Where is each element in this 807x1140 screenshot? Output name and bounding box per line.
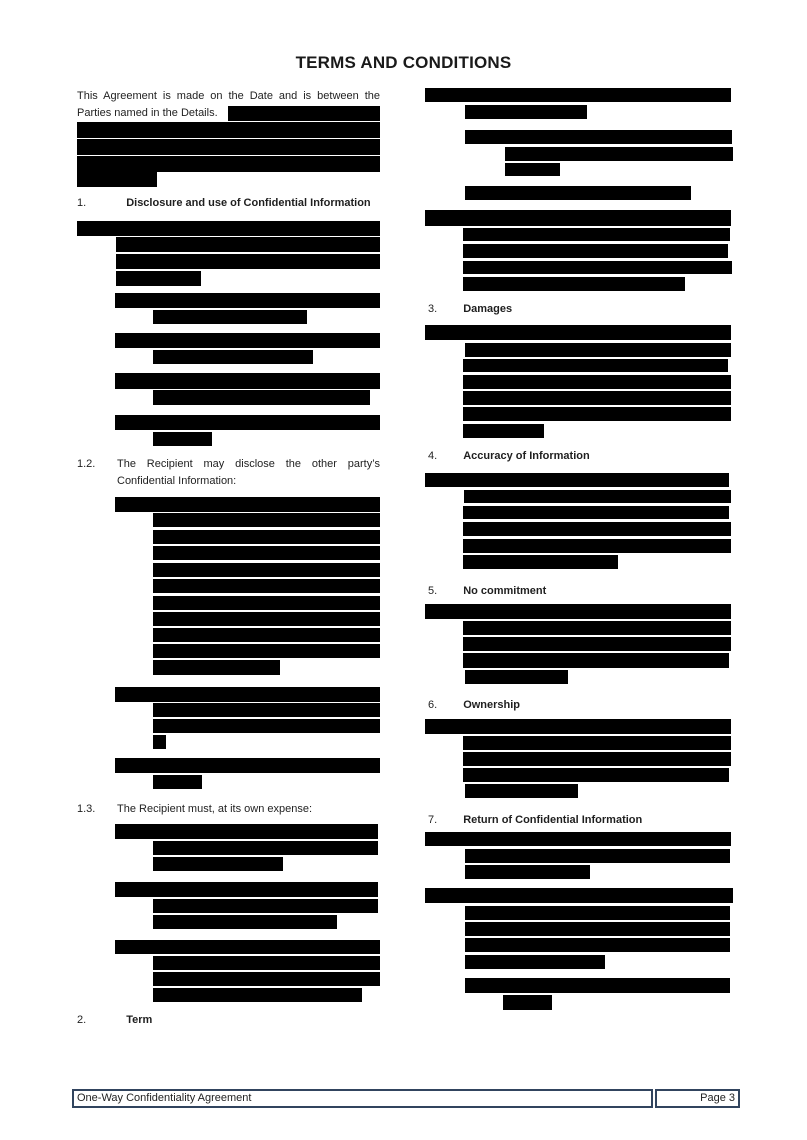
- indent-spacer: [437, 302, 463, 316]
- redaction-bar: [153, 735, 166, 749]
- redaction-bar: [465, 343, 731, 357]
- redaction-bar: [77, 156, 380, 172]
- redaction-bar: [465, 670, 568, 684]
- section-number: 7.: [428, 814, 438, 826]
- redaction-bar: [463, 522, 731, 536]
- redaction-bar: [463, 277, 685, 291]
- footer-document-name: One-Way Confidentiality Agreement: [72, 1089, 653, 1108]
- indent-spacer: [86, 196, 126, 210]
- section-title: Return of Confidential Information: [463, 814, 643, 826]
- redaction-bar: [115, 415, 380, 430]
- redaction-bar: [153, 703, 380, 717]
- redaction-bar: [115, 373, 380, 389]
- redaction-bar: [153, 956, 380, 970]
- redaction-bar: [463, 539, 731, 553]
- redaction-bar: [115, 758, 380, 773]
- redaction-bar: [115, 882, 378, 897]
- section-heading-7: [428, 813, 733, 827]
- clause-number: 1.2.: [77, 458, 96, 470]
- redaction-bar: [464, 490, 731, 503]
- redaction-bar: [153, 988, 362, 1002]
- redaction-bar: [115, 497, 380, 512]
- redaction-bar: [77, 172, 157, 187]
- redaction-bar: [77, 122, 380, 138]
- redaction-bar: [116, 254, 380, 269]
- redaction-bar: [463, 228, 730, 241]
- redaction-bar: [115, 687, 380, 702]
- redaction-bar: [463, 736, 731, 750]
- redaction-bar: [463, 637, 731, 651]
- redaction-bar: [153, 390, 370, 405]
- redaction-bar: [465, 849, 730, 863]
- redaction-bar: [153, 563, 380, 577]
- redaction-bar: [465, 978, 730, 993]
- page-title: TERMS AND CONDITIONS: [295, 53, 512, 72]
- indent-spacer: [437, 698, 463, 712]
- redaction-bar: [505, 147, 733, 161]
- redaction-bar: [153, 612, 380, 626]
- section-number: 2.: [77, 1014, 87, 1026]
- redaction-bar: [153, 972, 380, 986]
- section-number: 5.: [428, 585, 438, 597]
- redaction-bar: [463, 244, 728, 258]
- redaction-bar: [153, 857, 283, 871]
- redaction-bar: [115, 333, 380, 348]
- section-heading-1: [77, 196, 380, 210]
- redaction-bar: [465, 938, 730, 952]
- redaction-bar: [116, 271, 201, 286]
- redaction-bar: [505, 163, 560, 176]
- clause-1-3: [77, 801, 95, 818]
- redaction-bar: [153, 546, 380, 560]
- redaction-bar: [153, 350, 313, 364]
- indent-spacer: [437, 813, 463, 827]
- redaction-bar: [463, 555, 618, 569]
- redaction-bar: [463, 359, 728, 372]
- redaction-bar: [463, 768, 729, 782]
- section-number: 6.: [428, 699, 438, 711]
- redaction-bar: [153, 775, 202, 789]
- redaction-bar: [153, 841, 378, 855]
- redaction-bar: [425, 325, 731, 340]
- redaction-bar: [115, 293, 380, 308]
- clause-1-2: [77, 456, 95, 473]
- section-heading-4: [428, 449, 733, 463]
- redaction-bar: [228, 106, 380, 121]
- redaction-bar: [425, 88, 731, 102]
- section-heading-5: [428, 584, 733, 598]
- section-title: Damages: [463, 303, 513, 315]
- redaction-bar: [465, 784, 578, 798]
- redaction-bar: [153, 899, 378, 913]
- redaction-bar: [465, 922, 730, 936]
- redaction-bar: [503, 995, 552, 1010]
- redaction-bar: [465, 186, 691, 200]
- redaction-bar: [465, 105, 587, 119]
- redaction-bar: [425, 719, 731, 734]
- redaction-bar: [463, 407, 731, 421]
- section-number: 3.: [428, 303, 438, 315]
- section-number: 4.: [428, 450, 438, 462]
- redaction-bar: [153, 719, 380, 733]
- redaction-bar: [153, 915, 337, 929]
- section-number: 1.: [77, 197, 87, 209]
- section-heading-2: [77, 1013, 380, 1027]
- redaction-bar: [425, 210, 731, 226]
- section-heading-6: [428, 698, 733, 712]
- redaction-bar: [463, 653, 729, 668]
- redaction-bar: [153, 628, 380, 642]
- footer-page-number: Page 3: [655, 1089, 740, 1108]
- redaction-bar: [463, 621, 731, 635]
- clause-1-2-line-2: Confidential Information:: [117, 475, 237, 487]
- redaction-bar: [425, 888, 733, 903]
- redaction-bar: [115, 824, 378, 839]
- section-title: Ownership: [463, 699, 521, 711]
- redaction-bar: [153, 310, 307, 324]
- clause-1-3-text: The Recipient must, at its own expense:: [117, 803, 313, 815]
- redaction-bar: [77, 139, 380, 155]
- redaction-bar: [153, 579, 380, 593]
- redaction-bar: [465, 865, 590, 879]
- section-heading-3: [428, 302, 733, 316]
- redaction-bar: [425, 832, 731, 846]
- clause-1-2-text: [117, 456, 380, 490]
- clause-1-2-line-1: The Recipient may disclose the other party’s: [117, 458, 380, 470]
- redaction-bar: [465, 130, 732, 144]
- redaction-bar: [463, 752, 731, 766]
- redaction-bar: [153, 596, 380, 610]
- redaction-bar: [463, 424, 544, 438]
- redaction-bar: [425, 604, 731, 619]
- clause-number: 1.3.: [77, 803, 96, 815]
- redaction-bar: [463, 261, 732, 274]
- indent-spacer: [86, 1013, 126, 1027]
- redaction-bar: [463, 506, 729, 519]
- redaction-bar: [153, 432, 212, 446]
- intro-line-2: Parties named in the Details.: [77, 107, 218, 119]
- redaction-bar: [463, 391, 731, 405]
- intro-line-1: This Agreement is made on the Date and is between the: [77, 90, 380, 102]
- indent-spacer: [437, 449, 463, 463]
- redaction-bar: [465, 906, 730, 920]
- redaction-bar: [465, 955, 605, 969]
- redaction-bar: [425, 473, 729, 487]
- indent-spacer: [437, 584, 463, 598]
- redaction-bar: [115, 940, 380, 954]
- redaction-bar: [77, 221, 380, 236]
- redaction-bar: [153, 530, 380, 544]
- section-title: Disclosure and use of Confidential Information: [126, 197, 371, 209]
- redaction-bar: [116, 237, 380, 252]
- redaction-bar: [153, 660, 280, 675]
- section-title: Term: [126, 1014, 153, 1026]
- redaction-bar: [153, 644, 380, 658]
- redaction-bar: [153, 513, 380, 527]
- section-title: No commitment: [463, 585, 547, 597]
- section-title: Accuracy of Information: [463, 450, 590, 462]
- redaction-bar: [463, 375, 731, 389]
